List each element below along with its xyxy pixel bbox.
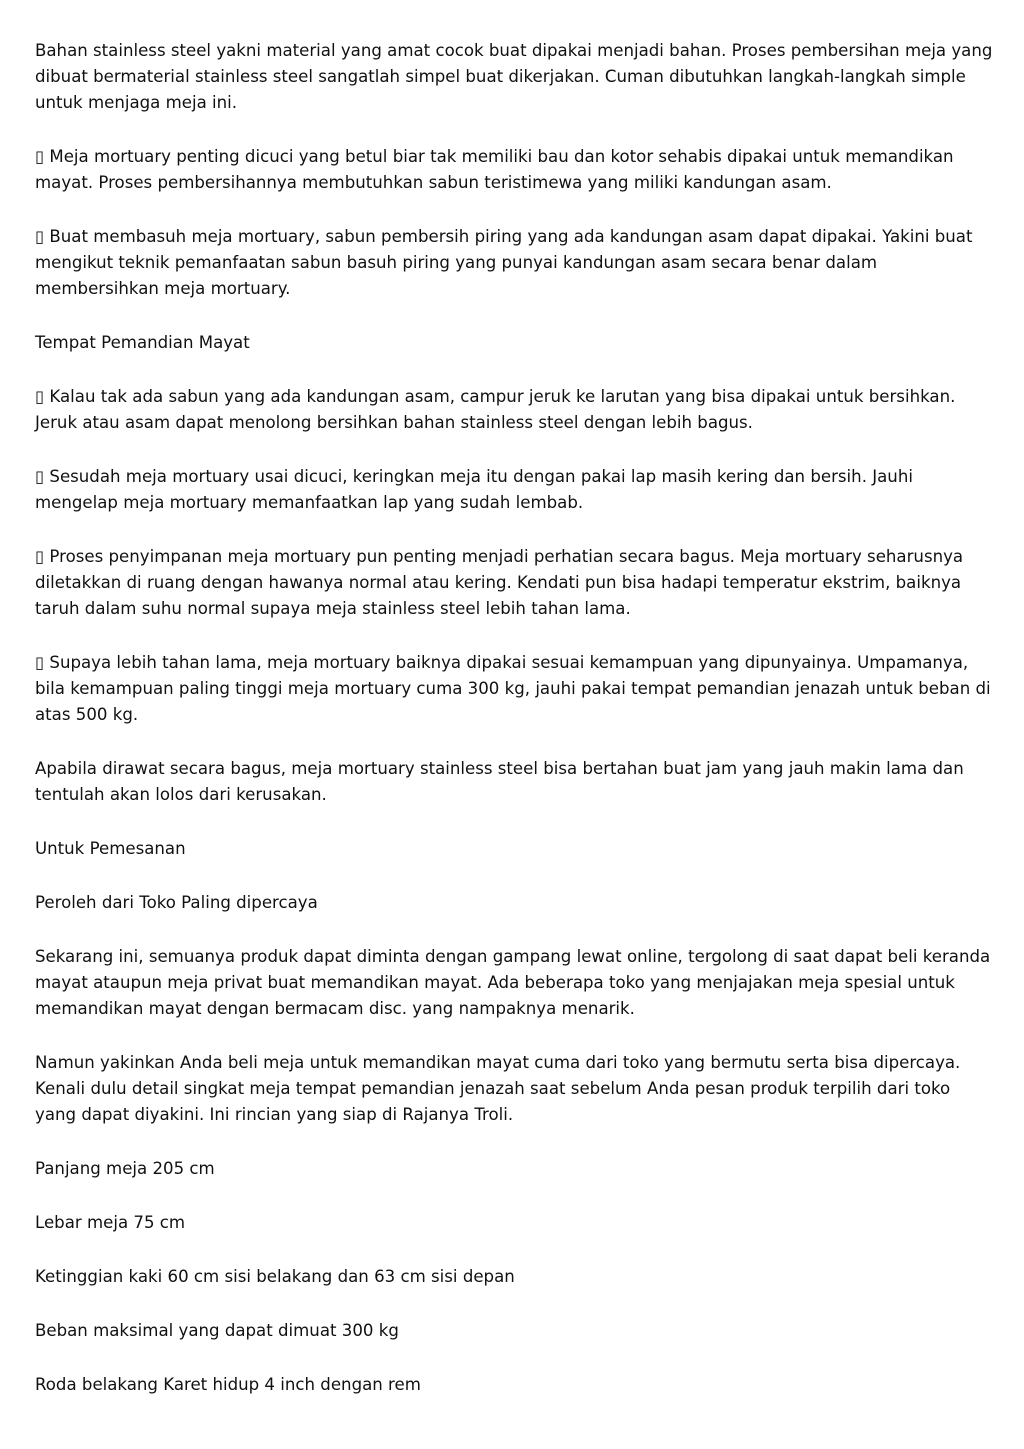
spec-length: Panjang meja 205 cm [35, 1159, 215, 1178]
document-body [35, 38, 995, 1426]
spec-leg-height: Ketinggian kaki 60 cm sisi belakang dan 63 cm sisi depan [35, 1267, 515, 1286]
spec-rear-wheels: Roda belakang Karet hidup 4 inch dengan rem [35, 1375, 421, 1394]
paragraph-bullet-citrus: ▯ Kalau tak ada sabun yang ada kandungan asam, campur jeruk ke larutan yang bisa dipakai untuk bersihkan. Jeruk atau asam dapat menolong bersihkan bahan stainless steel dengan lebih bagus. [35, 387, 956, 432]
spec-max-load: Beban maksimal yang dapat dimuat 300 kg [35, 1321, 399, 1340]
spec-width: Lebar meja 75 cm [35, 1213, 186, 1232]
paragraph-bullet-cleaning: ▯ Meja mortuary penting dicuci yang betul biar tak memiliki bau dan kotor sehabis dipakai untuk memandikan mayat. Proses pembersihannya membutuhkan sabun teristimewa yang miliki kandungan asam. [35, 147, 954, 192]
paragraph-intro: Bahan stainless steel yakni material yang amat cocok buat dipakai menjadi bahan. Proses pembersihan meja yang dibuat bermaterial stainless steel sangatlah simpel buat dikerjakan. Cuman dibutuhkan langkah-langkah simple untuk menjaga meja ini. [35, 41, 993, 112]
paragraph-bullet-storage: ▯ Proses penyimpanan meja mortuary pun penting menjadi perhatian secara bagus. Meja mortuary seharusnya diletakkan di ruang dengan hawanya normal atau kering. Kendati pun bisa hadapi temperatur ekstrim, baiknya taruh dalam suhu normal supaya meja stainless steel lebih tahan lama. [35, 547, 964, 618]
paragraph-bullet-soap: ▯ Buat membasuh meja mortuary, sabun pembersih piring yang ada kandungan asam dapat dipakai. Yakini buat mengikut teknik pemanfaatan sabun basuh piring yang punyai kandungan asam secara benar dalam membersihkan meja mortuary. [35, 227, 973, 298]
paragraph-trusted-store: Namun yakinkan Anda beli meja untuk memandikan mayat cuma dari toko yang bermutu serta bisa dipercaya. Kenali dulu detail singkat meja tempat pemandian jenazah saat sebelum Anda pesan produk terpilih dari toko yang dapat diyakini. Ini rincian yang siap di Rajanya Troli. [35, 1053, 961, 1124]
section-heading-pemesanan: Untuk Pemesanan [35, 839, 186, 858]
paragraph-online-purchase: Sekarang ini, semuanya produk dapat diminta dengan gampang lewat online, tergolong di saat dapat beli keranda mayat ataupun meja privat buat memandikan mayat. Ada beberapa toko yang menjajakan meja spesial untuk memandikan mayat dengan bermacam disc. yang nampaknya menarik. [35, 947, 991, 1018]
paragraph-bullet-drying: ▯ Sesudah meja mortuary usai dicuci, keringkan meja itu dengan pakai lap masih kering dan bersih. Jauhi mengelap meja mortuary memanfaatkan lap yang sudah lembab. [35, 467, 913, 512]
paragraph-bullet-capacity: ▯ Supaya lebih tahan lama, meja mortuary baiknya dipakai sesuai kemampuan yang dipunyainya. Umpamanya, bila kemampuan paling tinggi meja mortuary cuma 300 kg, jauhi pakai tempat pemandian jenazah untuk beban di atas 500 kg. [35, 653, 991, 724]
section-heading-toko: Peroleh dari Toko Paling dipercaya [35, 893, 318, 912]
section-heading-tempat-pemandian: Tempat Pemandian Mayat [35, 333, 250, 352]
paragraph-durability: Apabila dirawat secara bagus, meja mortuary stainless steel bisa bertahan buat jam yang jauh makin lama dan tentulah akan lolos dari kerusakan. [35, 759, 964, 804]
